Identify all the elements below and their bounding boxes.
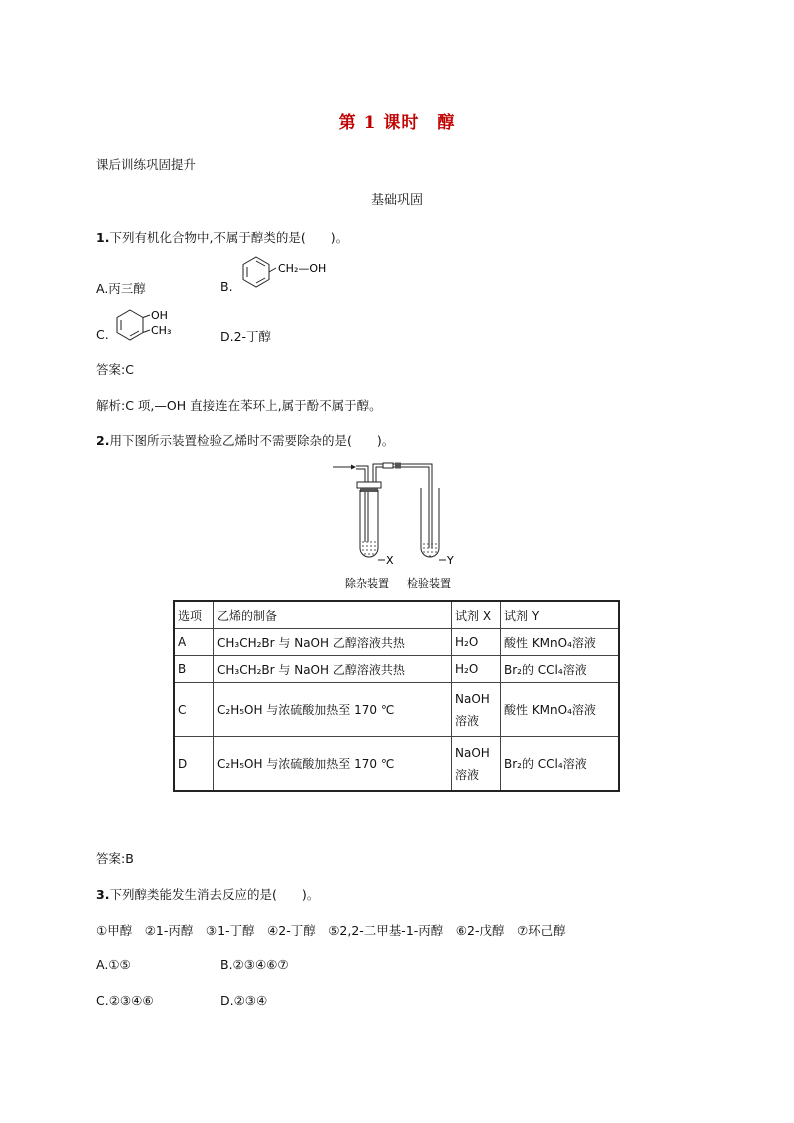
q3-option-d: D.②③④ (220, 993, 268, 1008)
q1-option-b: B. (220, 279, 233, 294)
options-table (173, 600, 620, 792)
q2-answer: 答案:B (96, 851, 134, 866)
row-b-option: B (174, 656, 214, 683)
q3-items: ①甲醇 ②1-丙醇 ③1-丁醇 ④2-丁醇 ⑤2,2-二甲基-1-丙醇 ⑥2-戊醇 ⑦环己醇 (96, 923, 566, 938)
table-row (174, 737, 619, 792)
row-d-reagent-y: Br₂的 CCl₄溶液 (501, 737, 620, 792)
q1-analysis: 解析:C 项,—OH 直接连在苯环上,属于酚不属于醇。 (96, 398, 382, 413)
row-a-reagent-x: H₂O (452, 629, 501, 656)
q3-stem (96, 885, 319, 903)
row-c-option: C (174, 683, 214, 737)
benzyl-group-label: CH₂—OH (278, 262, 327, 275)
table-row (174, 656, 619, 683)
q1-option-a: A.丙三醇 (96, 281, 146, 296)
row-b-reagent-y: Br₂的 CCl₄溶液 (501, 656, 620, 683)
table-row (174, 629, 619, 656)
test-caption: 检验装置 (407, 577, 451, 590)
row-c-reagent-x: NaOH 溶液 (452, 683, 501, 737)
methyl-label: CH₃ (151, 324, 172, 337)
q2-stem-text: 用下图所示装置检验乙烯时不需要除杂的是( )。 (109, 433, 395, 448)
hydroxyl-label: OH (151, 309, 168, 322)
purification-caption: 除杂装置 (345, 577, 389, 590)
q2-number: 2. (96, 433, 110, 448)
page-title: 第 1 课时 醇 (338, 113, 456, 133)
subheading: 课后训练巩固提升 (96, 157, 197, 172)
q1-answer: 答案:C (96, 362, 134, 377)
q3-number: 3. (96, 887, 110, 902)
row-a-preparation: CH₃CH₂Br 与 NaOH 乙醇溶液共热 (214, 629, 452, 656)
q2-stem (96, 431, 394, 449)
cresol-structure (112, 306, 187, 344)
reagent-x-label: X (386, 554, 394, 567)
header-reagent-x: 试剂 X (452, 601, 501, 629)
row-d-option: D (174, 737, 214, 792)
q1-stem (96, 228, 348, 246)
q3-option-b: B.②③④⑥⑦ (220, 957, 289, 972)
q1-stem-text: 下列有机化合物中,不属于醇类的是( )。 (109, 230, 349, 245)
header-option: 选项 (174, 601, 214, 629)
q1-option-d: D.2-丁醇 (220, 329, 272, 344)
section-heading: 基础巩固 (370, 193, 423, 208)
q1-number: 1. (96, 230, 110, 245)
header-reagent-y: 试剂 Y (501, 601, 620, 629)
row-b-reagent-x: H₂O (452, 656, 501, 683)
q3-option-c: C.②③④⑥ (96, 993, 154, 1008)
row-b-preparation: CH₃CH₂Br 与 NaOH 乙醇溶液共热 (214, 656, 452, 683)
reagent-y-label: Y (447, 554, 454, 567)
row-d-reagent-x: NaOH 溶液 (452, 737, 501, 792)
table-row (174, 683, 619, 737)
row-a-reagent-y: 酸性 KMnO₄溶液 (501, 629, 620, 656)
q3-option-a: A.①⑤ (96, 957, 131, 972)
apparatus-figure (325, 460, 465, 592)
benzyl-alcohol-structure (236, 252, 346, 294)
table-header-row (174, 601, 619, 629)
q1-option-c: C. (96, 327, 109, 342)
header-preparation: 乙烯的制备 (214, 601, 452, 629)
row-c-preparation: C₂H₅OH 与浓硫酸加热至 170 ℃ (214, 683, 452, 737)
row-d-preparation: C₂H₅OH 与浓硫酸加热至 170 ℃ (214, 737, 452, 792)
q3-stem-text: 下列醇类能发生消去反应的是( )。 (109, 887, 320, 902)
row-c-reagent-y: 酸性 KMnO₄溶液 (501, 683, 620, 737)
row-a-option: A (174, 629, 214, 656)
